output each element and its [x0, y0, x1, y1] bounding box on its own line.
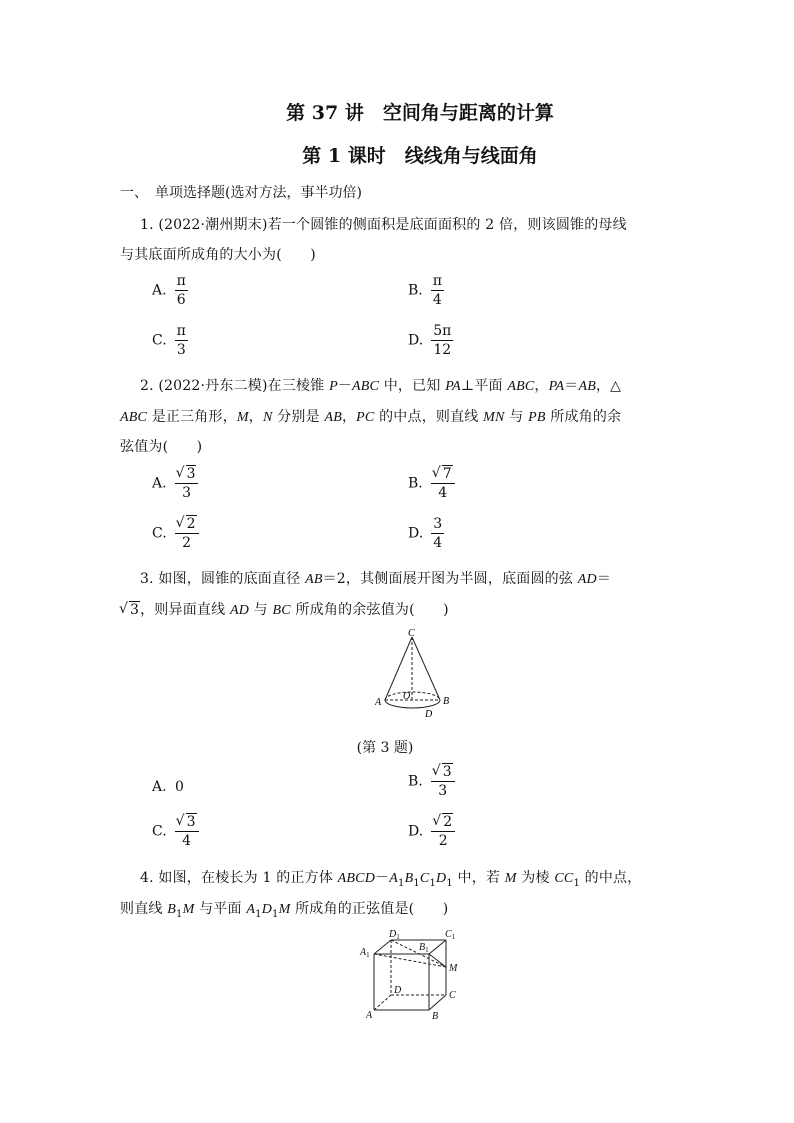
cube-figure: [356, 922, 471, 1022]
numerator: √ 7: [431, 466, 455, 484]
numerator: 5π: [431, 323, 453, 341]
fraction: [431, 764, 455, 799]
q1-text-line2: 与其底面所成角的大小为( ): [120, 247, 316, 263]
q3-text-line2: √ 3，则异面直线 AD 与 BC 所成角的余弦值为( ): [120, 599, 449, 619]
option-label: A.: [152, 475, 167, 492]
q3-text-line1: 3. 如图，圆锥的底面直径 AB＝2，其侧面展开图为半圆，底面圆的弦 AD＝: [140, 571, 612, 587]
fraction: [431, 273, 444, 308]
label-m: M: [449, 963, 458, 974]
numerator: π: [175, 323, 188, 341]
q1-option-d[interactable]: [408, 323, 453, 358]
label-c: C: [449, 990, 456, 1001]
q2-option-a[interactable]: [152, 466, 198, 501]
option-label: D.: [408, 332, 424, 349]
numerator: π: [431, 273, 444, 291]
numerator: π: [175, 273, 188, 291]
denominator: 4: [182, 833, 192, 850]
q3-option-a[interactable]: [152, 779, 184, 795]
q4-text-line2: 则直线 $B_1M$ 与平面 $A_1D_1M$ 所成角的正弦值是( ): [120, 901, 449, 920]
fraction: [175, 466, 199, 501]
figure-caption: (第 3 题): [356, 740, 414, 756]
q3-option-d[interactable]: [408, 814, 455, 849]
q3-option-b[interactable]: [408, 764, 455, 799]
denominator: 4: [438, 485, 448, 502]
option-label: B.: [408, 475, 423, 492]
option-label: B.: [408, 282, 423, 299]
label-b: B: [443, 696, 450, 707]
denominator: 2: [182, 535, 192, 552]
option-label: A.: [152, 282, 167, 299]
fraction: [431, 814, 455, 849]
lecture-title: 第 37 讲 空间角与距离的计算: [286, 102, 554, 124]
q1-option-a[interactable]: [152, 273, 188, 308]
option-label: C.: [152, 332, 167, 349]
denominator: 3: [182, 485, 191, 502]
numerator: 3: [431, 516, 444, 534]
q1-option-b[interactable]: [408, 273, 444, 308]
numerator: √ 2: [431, 814, 455, 832]
fraction: [175, 814, 199, 849]
sqrt-value: √ 3: [120, 602, 140, 618]
q2-text-line2: ABC 是正三角形，M，N 分别是 AB，PC 的中点，则直线 MN 与 PB 所成角的余: [120, 409, 622, 425]
denominator: 4: [433, 535, 443, 552]
label-a1: $A_1$: [360, 947, 370, 959]
fraction: [431, 466, 455, 501]
q1-option-c[interactable]: [152, 323, 188, 358]
label-o: O: [403, 691, 411, 702]
denominator: 12: [433, 342, 452, 359]
fraction: [431, 323, 453, 358]
option-label: D.: [408, 525, 424, 542]
numerator: √ 3: [431, 764, 455, 782]
denominator: 4: [432, 292, 442, 309]
q2-option-d[interactable]: [408, 516, 444, 551]
section-heading: 一、 单项选择题(选对方法，事半功倍): [120, 185, 362, 201]
option-label: C.: [152, 525, 167, 542]
q4-text-line1: 4. 如图，在棱长为 1 的正方体 $ABCD-A_1B_1C_1D_1$ 中，若 M 为棱 $CC_1$ 的中点，: [140, 870, 642, 889]
numerator: √ 3: [175, 466, 199, 484]
lesson-title: 第 1 课时 线线角与线面角: [302, 145, 538, 167]
denominator: 3: [438, 783, 448, 800]
label-c: C: [408, 628, 415, 639]
fraction: [175, 273, 188, 308]
label-c1: $C_1$: [445, 929, 456, 941]
label-b1: $B_1$: [419, 942, 429, 954]
denominator: 6: [176, 292, 186, 309]
numerator: √ 3: [175, 814, 199, 832]
label-d: D: [425, 709, 433, 720]
q3-option-c[interactable]: [152, 814, 199, 849]
label-d: D: [394, 985, 402, 996]
fraction: [175, 516, 199, 551]
q1-text-line1: 1. (2022·潮州期末)若一个圆锥的侧面积是底面面积的 2 倍，则该圆锥的母线: [140, 217, 627, 233]
label-b: B: [432, 1011, 439, 1022]
denominator: 3: [176, 342, 186, 359]
label-a: A: [366, 1010, 373, 1021]
q2-text-line3: 弦值为( ): [120, 439, 203, 455]
option-label: D.: [408, 823, 424, 840]
q2-option-b[interactable]: [408, 466, 455, 501]
label-a: A: [375, 697, 382, 708]
q2-text-line1: 2. (2022·丹东二模)在三棱锥 P－ABC 中，已知 PA⊥平面 ABC，PA＝AB，△: [140, 378, 622, 394]
fraction: [431, 516, 444, 551]
option-value: 0: [175, 779, 184, 795]
cone-figure: [365, 624, 465, 724]
denominator: 2: [438, 833, 448, 850]
q2-option-c[interactable]: [152, 516, 199, 551]
option-label: C.: [152, 823, 167, 840]
label-d1: $D_1$: [389, 929, 400, 941]
option-label: B.: [408, 773, 423, 790]
numerator: √ 2: [175, 516, 199, 534]
option-label: A.: [152, 779, 167, 795]
fraction: [175, 323, 188, 358]
